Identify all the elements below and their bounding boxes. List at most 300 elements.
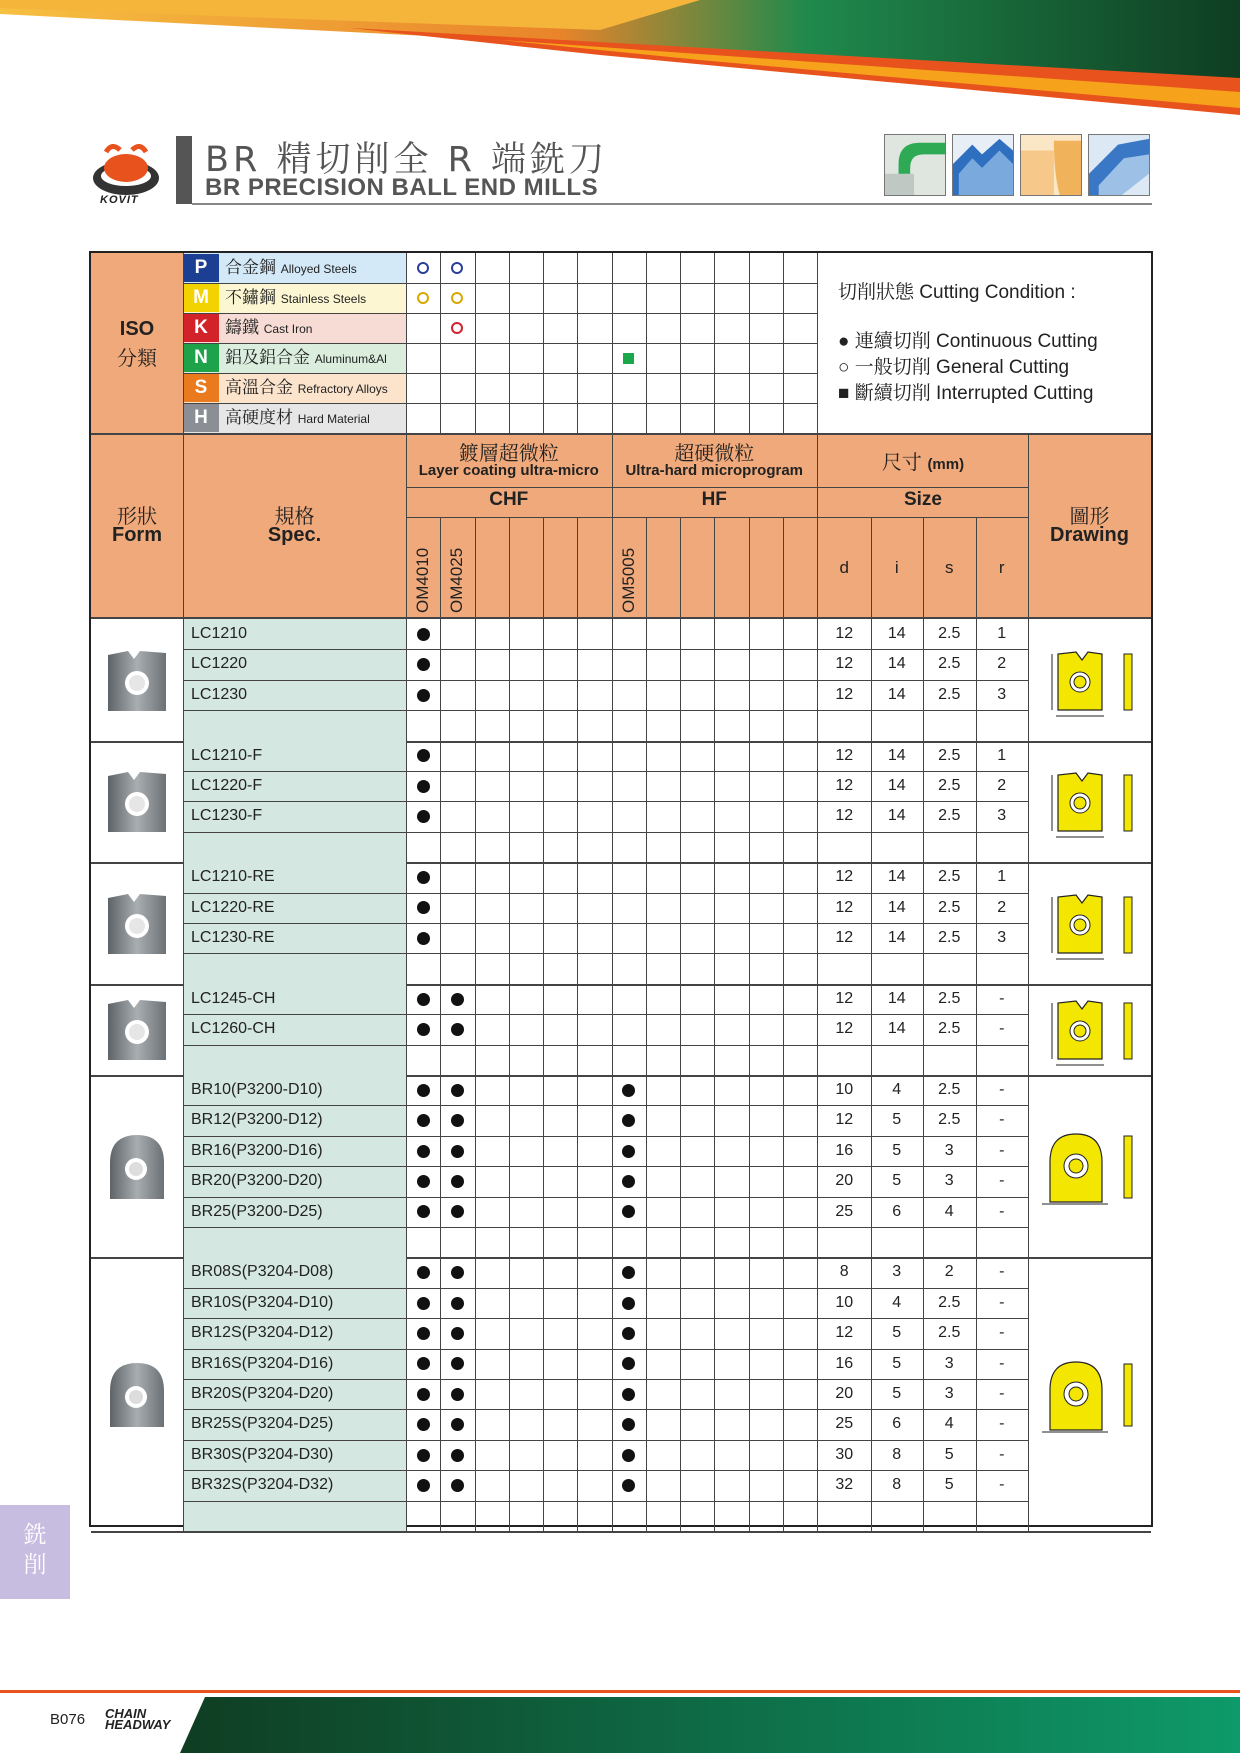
continuous-cutting-mark xyxy=(451,1479,464,1492)
continuous-cutting-mark xyxy=(417,1175,430,1188)
logo-text: KOVIT xyxy=(100,194,139,206)
grid-line xyxy=(783,517,784,617)
spec-code: BR08S(P3204-D08) xyxy=(191,1263,334,1281)
cutting-condition-item xyxy=(838,326,1098,353)
spec-code: LC1220-F xyxy=(191,777,263,794)
grid-line xyxy=(976,619,977,741)
grid-line xyxy=(509,984,510,1075)
grid-line xyxy=(406,862,407,984)
dim-r: - xyxy=(999,1172,1005,1190)
spec-code: BR25S(P3204-D25) xyxy=(191,1415,334,1433)
iso-material-name-en: Alloyed Steels xyxy=(280,262,357,276)
grid-line xyxy=(183,403,818,404)
insert-image-br xyxy=(102,1131,172,1201)
grid-line xyxy=(976,1257,977,1531)
dim-r: - xyxy=(999,1445,1005,1463)
continuous-cutting-mark xyxy=(417,810,430,823)
iso-material-name-en: Hard Material xyxy=(297,412,370,426)
grid-line xyxy=(475,619,476,741)
continuous-cutting-mark xyxy=(417,993,430,1006)
dim-header-i: i xyxy=(894,558,899,577)
grid-line xyxy=(976,984,977,1075)
grid-line xyxy=(183,1440,1028,1441)
iso-letter-m: M xyxy=(183,284,219,312)
grid-line xyxy=(817,862,818,984)
dim-r: 2 xyxy=(997,655,1007,673)
grid-line xyxy=(817,619,818,741)
dim-r: - xyxy=(999,1202,1005,1220)
grid-line xyxy=(183,433,184,617)
section-tab-line-1: 銑 xyxy=(23,1521,47,1547)
continuous-cutting-mark xyxy=(417,871,430,884)
dim-i: 5 xyxy=(892,1324,902,1342)
dim-s: 2.5 xyxy=(938,1081,961,1098)
dim-d: 12 xyxy=(835,655,854,673)
dim-i: 14 xyxy=(887,929,906,946)
dim-r: 1 xyxy=(997,625,1007,642)
continuous-cutting-mark xyxy=(622,1297,635,1310)
continuous-cutting-mark xyxy=(417,689,430,702)
dim-s: 2.5 xyxy=(938,1111,961,1129)
grid-line xyxy=(509,1257,510,1531)
grid-line xyxy=(406,741,407,863)
grid-line xyxy=(543,1075,544,1257)
size-header-en: Size xyxy=(903,489,943,510)
grid-line xyxy=(406,433,407,617)
page-title-en: BR PRECISION BALL END MILLS xyxy=(205,174,599,201)
continuous-cutting-mark xyxy=(451,1084,464,1097)
grid-line xyxy=(714,1075,715,1257)
spec-code: LC1210-F xyxy=(191,746,263,764)
grid-line xyxy=(183,1349,1028,1350)
continuous-cutting-mark xyxy=(417,1084,430,1097)
grade-header-om4025: OM4025 xyxy=(447,547,467,613)
spec-code: LC1245-CH xyxy=(191,989,276,1007)
grid-line xyxy=(714,984,715,1075)
continuous-cutting-mark xyxy=(417,749,430,762)
iso-label-en: ISO xyxy=(119,318,155,340)
grid-line xyxy=(475,984,476,1075)
size-header xyxy=(818,446,1028,475)
dim-r: 3 xyxy=(997,685,1007,703)
continuous-cutting-mark xyxy=(417,1479,430,1492)
dim-s: 5 xyxy=(944,1476,954,1494)
continuous-cutting-mark xyxy=(451,1418,464,1431)
grid-line xyxy=(680,741,681,863)
dim-s: 2.5 xyxy=(938,685,961,703)
grid-line xyxy=(1028,1257,1029,1531)
continuous-cutting-mark xyxy=(417,628,430,641)
insert-image-brs xyxy=(102,1359,172,1429)
grid-line xyxy=(183,1045,1028,1046)
grid-line xyxy=(509,741,510,863)
spec-code: LC1220-RE xyxy=(191,898,275,916)
grid-line xyxy=(509,862,510,984)
grid-line xyxy=(612,619,613,741)
iso-letter-k: K xyxy=(183,314,219,342)
grid-line xyxy=(749,619,750,741)
grid-line xyxy=(871,1257,872,1531)
grid-line xyxy=(183,680,1028,681)
dim-i: 4 xyxy=(892,1293,902,1311)
continuous-cutting-mark xyxy=(417,1357,430,1370)
grid-line xyxy=(817,1257,818,1531)
continuous-cutting-mark xyxy=(417,1327,430,1340)
grid-line xyxy=(714,619,715,741)
grid-line xyxy=(183,893,1028,894)
grid-line xyxy=(923,517,924,617)
dim-s: 3 xyxy=(944,1172,954,1190)
continuous-cutting-mark xyxy=(622,1266,635,1279)
dim-i: 5 xyxy=(892,1385,902,1402)
continuous-cutting-mark xyxy=(622,1418,635,1431)
grade-header-om5005: OM5005 xyxy=(618,547,638,613)
dim-d: 25 xyxy=(835,1415,854,1433)
dim-d: 30 xyxy=(835,1445,854,1463)
dim-d: 16 xyxy=(835,1354,854,1372)
dim-r: - xyxy=(999,1324,1005,1342)
grid-line xyxy=(1028,862,1029,984)
spec-code: BR25(P3200-D25) xyxy=(191,1202,323,1220)
grid-line xyxy=(783,619,784,741)
chf-code: CHF xyxy=(489,489,529,510)
grid-line xyxy=(183,1014,1028,1015)
dim-d: 12 xyxy=(835,685,854,703)
spec-code: LC1220 xyxy=(191,655,248,673)
drawing-brs xyxy=(1038,1354,1148,1434)
grid-line xyxy=(183,1166,1028,1167)
grid-line xyxy=(612,862,613,984)
spec-code: BR30S(P3204-D30) xyxy=(191,1445,334,1463)
grid-line xyxy=(612,984,613,1075)
dim-d: 12 xyxy=(835,989,854,1007)
dim-i: 14 xyxy=(887,655,906,673)
continuous-cutting-mark xyxy=(451,1266,464,1279)
continuous-cutting-mark xyxy=(622,1449,635,1462)
spec-code: BR12(P3200-D12) xyxy=(191,1111,323,1129)
grid-line xyxy=(406,487,1028,488)
dim-i: 14 xyxy=(887,685,906,703)
grid-line xyxy=(183,741,184,863)
grid-line xyxy=(646,741,647,863)
section-tab-line-2: 削 xyxy=(23,1551,47,1577)
grid-line xyxy=(183,923,1028,924)
grid-line xyxy=(714,517,715,617)
dim-s: 2.5 xyxy=(938,746,961,764)
grid-line xyxy=(183,343,818,344)
continuous-cutting-mark xyxy=(451,1297,464,1310)
grid-line xyxy=(714,862,715,984)
dim-d: 16 xyxy=(835,1141,854,1159)
iso-letter-h: H xyxy=(183,404,219,432)
dim-d: 12 xyxy=(835,746,854,764)
dim-s: 4 xyxy=(944,1202,954,1220)
dim-d: 12 xyxy=(835,777,854,794)
top-decorative-band xyxy=(0,0,1240,120)
grid-line xyxy=(714,1257,715,1531)
grid-line xyxy=(183,1470,1028,1471)
grid-line xyxy=(1028,984,1029,1075)
grid-line xyxy=(1028,1075,1029,1257)
grid-line xyxy=(406,984,407,1075)
dim-i: 14 xyxy=(887,807,906,825)
title-divider xyxy=(192,203,1152,205)
dim-r: - xyxy=(999,1293,1005,1311)
iso-material-name-zh: 鋁及鋁合金 xyxy=(225,348,315,367)
grid-line xyxy=(183,710,1028,711)
grid-line xyxy=(871,984,872,1075)
dim-s: 2.5 xyxy=(938,777,961,794)
insert-image-lcre xyxy=(102,888,172,958)
form-header-zh: 形狀 xyxy=(117,506,157,528)
dim-r: 1 xyxy=(997,868,1007,886)
dim-s: 4 xyxy=(944,1415,954,1433)
spec-code: LC1230-F xyxy=(191,807,263,825)
iso-material-name-en: Refractory Alloys xyxy=(297,382,388,396)
grid-line xyxy=(183,1075,184,1257)
grid-line xyxy=(475,1075,476,1257)
grid-line xyxy=(440,619,441,741)
grid-line xyxy=(646,517,647,617)
iso-mark-general xyxy=(451,322,463,334)
grid-line xyxy=(440,741,441,863)
grid-line xyxy=(577,1257,578,1531)
spec-code: LC1230-RE xyxy=(191,929,275,946)
iso-material-name-en: Aluminum&Al xyxy=(314,352,387,366)
drawing-lcre xyxy=(1038,883,1148,963)
spec-header-zh: 規格 xyxy=(274,506,315,528)
grid-line xyxy=(475,741,476,863)
continuous-cutting-mark xyxy=(451,1175,464,1188)
dim-r: - xyxy=(999,1476,1005,1494)
iso-material-name-en: Stainless Steels xyxy=(280,292,367,306)
grid-line xyxy=(440,1257,441,1531)
grid-line xyxy=(646,619,647,741)
dim-d: 25 xyxy=(835,1202,854,1220)
grid-line xyxy=(871,1075,872,1257)
grid-line xyxy=(543,517,544,617)
continuous-cutting-mark xyxy=(417,1114,430,1127)
grid-line xyxy=(817,984,818,1075)
grid-line xyxy=(783,1257,784,1531)
grid-line xyxy=(183,862,184,984)
dim-r: - xyxy=(999,1385,1005,1402)
grid-line xyxy=(543,862,544,984)
dim-d: 32 xyxy=(835,1476,854,1494)
grid-line xyxy=(783,741,784,863)
dim-s: 2.5 xyxy=(938,989,961,1007)
dim-i: 14 xyxy=(887,868,906,886)
hf-code: HF xyxy=(701,489,727,510)
dim-d: 8 xyxy=(839,1263,849,1281)
cutting-condition-title: 切削狀態 Cutting Condition : xyxy=(838,282,1076,303)
dim-r: 1 xyxy=(997,746,1007,764)
dim-d: 12 xyxy=(835,1111,854,1129)
grid-line xyxy=(475,1257,476,1531)
iso-label-zh: 分類 xyxy=(117,348,157,370)
grid-line xyxy=(543,1257,544,1531)
cutting-condition-item xyxy=(838,378,1093,405)
grid-line xyxy=(406,1075,407,1257)
drawing-lc xyxy=(1038,640,1148,720)
product-table xyxy=(89,251,1153,1527)
grid-line xyxy=(783,862,784,984)
grid-line xyxy=(183,771,1028,772)
dim-i: 3 xyxy=(892,1263,902,1281)
grid-line xyxy=(680,619,681,741)
grid-line xyxy=(91,433,1151,435)
continuous-cutting-mark xyxy=(417,1023,430,1036)
dim-s: 2.5 xyxy=(938,807,961,825)
grid-line xyxy=(976,862,977,984)
continuous-cutting-mark xyxy=(622,1084,635,1097)
grid-line xyxy=(577,862,578,984)
spec-code: LC1230 xyxy=(191,685,248,703)
grid-line xyxy=(406,619,407,741)
grid-line xyxy=(509,517,510,617)
dim-s: 2.5 xyxy=(938,655,961,673)
dim-s: 2.5 xyxy=(938,929,961,946)
grid-line xyxy=(475,517,476,617)
drawing-lcch xyxy=(1038,989,1148,1069)
dim-d: 12 xyxy=(835,929,854,946)
dim-i: 6 xyxy=(892,1415,902,1433)
cutting-condition-item xyxy=(838,352,1069,379)
continuous-cutting-mark xyxy=(451,1023,464,1036)
grid-line xyxy=(543,741,544,863)
hf-header-en: Ultra-hard microprogram xyxy=(625,462,804,479)
dim-r: 2 xyxy=(997,777,1007,794)
grid-line xyxy=(923,984,924,1075)
drawing-br xyxy=(1038,1126,1148,1206)
grid-line xyxy=(680,517,681,617)
cutting-condition-symbol: ○ xyxy=(838,357,855,378)
grid-line xyxy=(183,649,1028,650)
size-header-zh: 尺寸 xyxy=(881,452,928,474)
dim-s: 2.5 xyxy=(938,1324,961,1342)
continuous-cutting-mark xyxy=(417,1297,430,1310)
grid-line xyxy=(440,517,441,617)
iso-mark-general xyxy=(451,292,463,304)
grid-line xyxy=(680,1075,681,1257)
continuous-cutting-mark xyxy=(417,932,430,945)
spec-header-en: Spec. xyxy=(267,524,322,546)
continuous-cutting-mark xyxy=(451,1327,464,1340)
dim-d: 12 xyxy=(835,807,854,825)
grid-line xyxy=(646,1257,647,1531)
grid-line xyxy=(871,619,872,741)
continuous-cutting-mark xyxy=(622,1479,635,1492)
chf-header-zh: 鍍層超微粒 xyxy=(458,443,559,465)
dim-r: - xyxy=(999,1263,1005,1281)
dim-r: 2 xyxy=(997,898,1007,916)
grid-line xyxy=(817,433,818,617)
grid-line xyxy=(1028,433,1029,617)
form-header-en: Form xyxy=(112,524,162,546)
continuous-cutting-mark xyxy=(451,1114,464,1127)
iso-letter-s: S xyxy=(183,374,219,402)
dim-s: 3 xyxy=(944,1385,954,1402)
drawing-header-zh: 圖形 xyxy=(1069,506,1110,528)
grid-line xyxy=(923,741,924,863)
grid-line xyxy=(817,741,818,863)
section-tab-milling[interactable] xyxy=(0,1505,70,1599)
grid-line xyxy=(871,741,872,863)
dim-r: - xyxy=(999,1111,1005,1129)
grid-line xyxy=(871,862,872,984)
chf-header-en: Layer coating ultra-micro xyxy=(418,462,599,479)
grid-line xyxy=(440,862,441,984)
thumbnail-3-icon xyxy=(1020,134,1082,196)
iso-material-name-zh: 鑄鐵 xyxy=(225,318,264,337)
dim-r: - xyxy=(999,1415,1005,1433)
dim-i: 14 xyxy=(887,1020,906,1038)
grid-line xyxy=(509,619,510,741)
dim-i: 8 xyxy=(892,1445,902,1463)
grid-line xyxy=(714,741,715,863)
grid-line xyxy=(612,1257,613,1531)
continuous-cutting-mark xyxy=(451,1388,464,1401)
grid-line xyxy=(577,741,578,863)
dim-s: 2.5 xyxy=(938,898,961,916)
iso-mark-general xyxy=(417,262,429,274)
dim-s: 2.5 xyxy=(938,1293,961,1311)
grid-line xyxy=(183,1501,1028,1502)
dim-i: 8 xyxy=(892,1476,902,1494)
spec-code: BR32S(P3204-D32) xyxy=(191,1476,334,1494)
group-divider xyxy=(91,1531,1151,1533)
footer-brand-logo: CHAIN HEADWAY xyxy=(105,1706,171,1732)
size-header-unit: (mm) xyxy=(927,456,965,473)
iso-letter-n: N xyxy=(183,344,219,372)
iso-mark-general xyxy=(417,292,429,304)
dim-i: 14 xyxy=(887,989,906,1007)
dim-i: 5 xyxy=(892,1354,902,1372)
hf-header-zh: 超硬微粒 xyxy=(674,443,755,465)
continuous-cutting-mark xyxy=(417,780,430,793)
title-accent-bar xyxy=(176,136,192,204)
dim-r: - xyxy=(999,1354,1005,1372)
dim-r: - xyxy=(999,1081,1005,1098)
cutting-condition-symbol: ■ xyxy=(838,383,855,404)
spec-code: BR10(P3200-D10) xyxy=(191,1081,323,1098)
grid-line xyxy=(183,801,1028,802)
continuous-cutting-mark xyxy=(417,1418,430,1431)
thumbnail-4-icon xyxy=(1088,134,1150,196)
grid-line xyxy=(440,984,441,1075)
iso-material-name xyxy=(225,314,312,342)
dim-header-r: r xyxy=(998,558,1005,577)
continuous-cutting-mark xyxy=(451,1449,464,1462)
dim-d: 12 xyxy=(835,1324,854,1342)
dim-d: 12 xyxy=(835,1020,854,1038)
cutting-condition-text: 連續切削 Continuous Cutting xyxy=(854,331,1098,352)
grid-line xyxy=(680,1257,681,1531)
grid-line xyxy=(475,862,476,984)
grid-line xyxy=(183,1197,1028,1198)
spec-code: LC1260-CH xyxy=(191,1020,276,1038)
grade-header-om4010: OM4010 xyxy=(413,547,432,613)
thumbnail-1-icon xyxy=(884,134,946,196)
dim-header-d: d xyxy=(839,558,849,577)
dim-i: 5 xyxy=(892,1111,902,1129)
spec-code: BR10S(P3204-D10) xyxy=(191,1293,334,1311)
grid-line xyxy=(183,1379,1028,1380)
dim-s: 5 xyxy=(944,1445,954,1463)
grid-line xyxy=(1028,741,1029,863)
dim-d: 12 xyxy=(835,898,854,916)
cutting-condition-text: 斷續切削 Interrupted Cutting xyxy=(854,383,1094,404)
